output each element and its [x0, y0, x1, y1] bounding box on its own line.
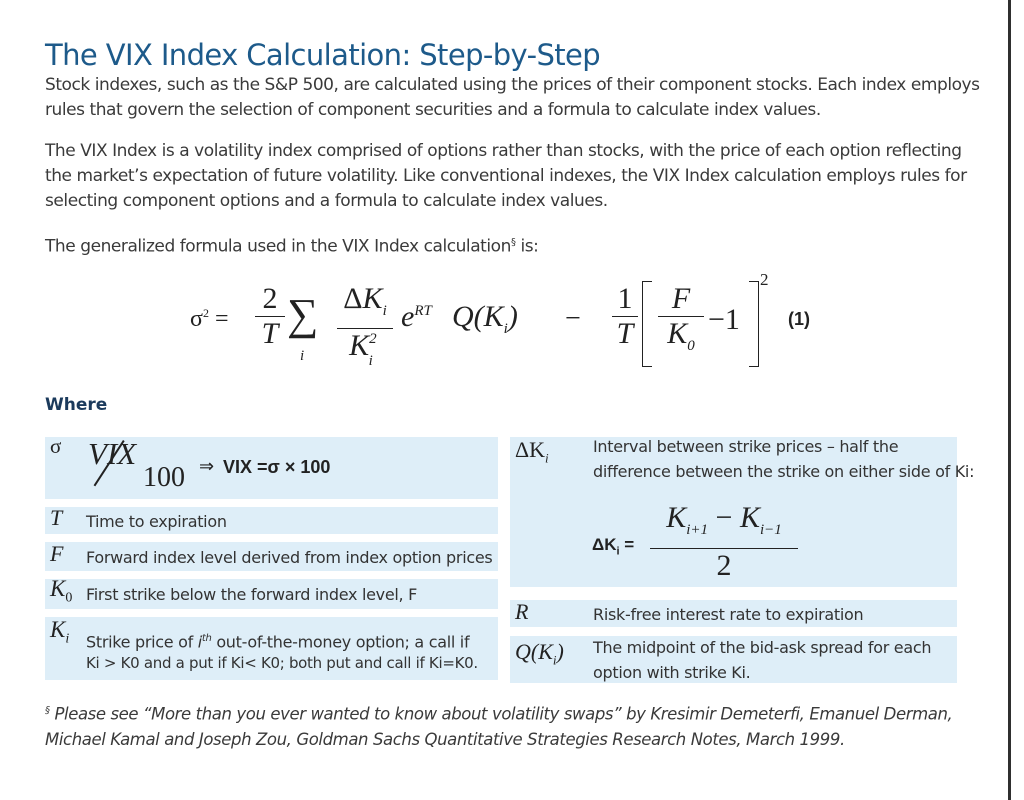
k0-denominator: $K_0$ — [667, 317, 695, 354]
k-squared-denominator: $K^2_i$ — [349, 329, 377, 369]
q-subscript: i — [503, 321, 508, 337]
vix-equals-sigma-times-100: VIX =σ × 100 — [223, 457, 331, 477]
fraction-numerator-one: 1 — [617, 282, 633, 315]
summation-index: i — [300, 348, 305, 364]
page-title: The VIX Index Calculation: Step-by-Step — [45, 38, 601, 72]
minus-one: −1 — [708, 303, 740, 336]
q-close: ) — [507, 300, 518, 333]
delta-k-numerator: $\Delta K_i$ — [343, 282, 387, 319]
delta-k-description-line2: difference between the strike on either side of Ki: — [593, 462, 975, 481]
fraction-numerator-two: 2 — [262, 282, 278, 315]
q-description-line1: The midpoint of the bid-ask spread for each — [593, 638, 932, 657]
r-symbol: R — [515, 599, 529, 624]
footnote-text: Please see “More than you ever wanted to know about volatility swaps” by Kresimir Demeterfi, Emanuel Derman, Michael Kamal and Joseph Zou, Goldman Sachs Quantitative Strategies Research Notes, March 1999. — [45, 704, 953, 749]
q-symbol: Q(K — [452, 300, 504, 333]
f-description: Forward index level derived from index option prices — [86, 548, 493, 567]
hundred-text: 100 — [143, 462, 185, 493]
q-symbol: $Q(K_i)$ — [515, 639, 564, 668]
exp-power: RT — [414, 303, 432, 319]
one-over-t-fraction — [612, 282, 638, 351]
exp-base: e — [401, 300, 415, 333]
delta-k-denominator: 2 — [716, 549, 732, 582]
sigma-squared: $\sigma^2$ = — [190, 306, 229, 332]
vix-text: VIX — [88, 436, 137, 471]
implies-arrow: ⇒ — [199, 456, 215, 476]
t-description: Time to expiration — [86, 512, 227, 531]
exponential-term — [401, 300, 432, 334]
minus-sign: − — [565, 303, 581, 334]
f-symbol: F — [50, 541, 64, 566]
equation-number: (1) — [788, 309, 810, 329]
footnote-reference: § — [510, 237, 516, 248]
sigma-symbol: σ — [50, 434, 62, 458]
k0-description: First strike below the forward index level, F — [86, 585, 417, 604]
summation-sign: ∑ — [287, 290, 319, 339]
delta-k-over-k-squared — [337, 282, 393, 368]
r-description: Risk-free interest rate to expiration — [593, 605, 864, 624]
ki-description-line1: Strike price of $i^{th}$ out-of-the-money option; a call if — [86, 632, 470, 652]
delta-k-numerator: $K_{i+1} - K_{i-1}$ — [666, 501, 782, 538]
right-bracket — [749, 281, 759, 367]
q-of-k-term — [452, 300, 518, 338]
two-over-t-fraction — [255, 282, 285, 351]
fraction-denominator-t: T — [261, 317, 279, 350]
left-bracket — [642, 281, 652, 367]
ki-symbol: $K_i$ — [50, 617, 70, 647]
f-over-k0-fraction — [658, 282, 704, 363]
delta-k-description-line1: Interval between strike prices – half the — [593, 437, 899, 456]
delta-k-fraction — [650, 500, 798, 583]
formula-intro-end: is: — [515, 236, 539, 257]
delta-k-symbol: $\Delta K_i$ — [515, 437, 549, 466]
footnote-mark: § — [45, 705, 50, 716]
ki-description-line2: Ki > K0 and a put if Ki< K0; both put and call if Ki=K0. — [86, 654, 478, 672]
t-symbol: T — [50, 505, 63, 530]
where-heading: Where — [45, 395, 108, 415]
k0-symbol: $K_0$ — [50, 576, 73, 606]
fraction-numerator-f: F — [671, 282, 691, 315]
q-description-line2: option with strike Ki. — [593, 663, 751, 682]
footnote — [45, 698, 985, 752]
delta-k-equation-lhs: $\Delta K_i$ = — [592, 535, 635, 558]
formula-intro-text: The generalized formula used in the VIX Index calculation — [45, 236, 511, 257]
sigma-exponent: 2 — [202, 306, 209, 320]
bracket-square-exponent: 2 — [760, 270, 769, 289]
fraction-denominator-t: T — [616, 317, 634, 350]
vix-description-paragraph: The VIX Index is a volatility index comprised of options rather than stocks, with the price of each option reflecting the market’s expectation of future volatility. Like conventional indexes, the VIX Index calculation employs rules for selecting component options and a formula to calculate index values. — [45, 141, 967, 211]
intro-paragraph: Stock indexes, such as the S&P 500, are calculated using the prices of their component stocks. Each index employs rules that govern the selection of component securities and a formula to calculate index values. — [45, 75, 980, 120]
